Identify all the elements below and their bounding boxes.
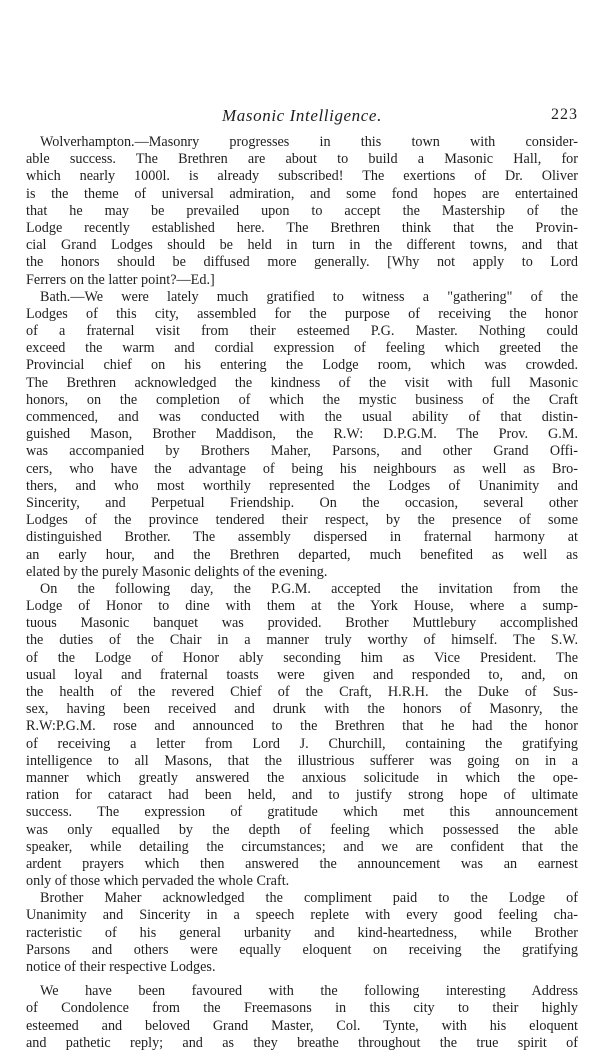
text-line: Lodges of the province tendered their respect, by the presence of some [26,512,578,529]
text-line: esteemed and beloved Grand Master, Col. Tynte, with his eloquent [26,1017,578,1034]
text-line: the health of the revered Chief of the Craft, H.R.H. the Duke of Sus- [26,684,578,700]
text-line: an early hour, and the Brethren departed, much benefited as well as [26,546,578,563]
text-line: intelligence to all Masons, that the illustrious sufferer was going on in a [26,752,578,769]
text-line: thers, and who most worthily represented the Lodges of Unanimity and [26,477,578,494]
text-line: Bath.—We were lately much gratified to witness a "gathering" of the [40,288,578,305]
text-line: of Condolence from the Freemasons in this city to their highly [26,1000,578,1017]
text-line: of receiving a letter from Lord J. Churchill, containing the gratifying [26,735,578,752]
text-line: was accompanied by Brothers Maher, Parsons, and other Grand Offi- [26,443,578,460]
text-line: and pathetic reply; and as they breathe throughout the true spirit of [26,1034,578,1051]
text-line: honors, on the completion of which the mystic business of the Craft [26,391,578,408]
paragraph [26,983,578,1052]
text-line: manner which greatly answered the anxious solicitude in which the ope- [26,769,578,786]
text-line: Provincial chief on his entering the Lodge room, which was crowded. [26,357,578,374]
text-line: exceed the warm and cordial expression of feeling which greeted the [26,340,578,357]
text-line: usual loyal and fraternal toasts were given and responded to, and, on [26,666,578,683]
text-line: distinguished Brother. The assembly dispersed in fraternal harmony at [26,529,578,546]
text-line: notice of their respective Lodges. [26,959,216,975]
text-line: Sincerity, and Perpetual Friendship. On the occasion, several other [26,494,578,511]
text-line: We have been favoured with the following interesting Address [40,983,578,1000]
text-line: R.W:P.G.M. rose and announced to the Brethren that he had the honor [26,718,578,735]
text-line: Wolverhampton.—Masonry progresses in this town with consider- [40,134,578,150]
document-page [26,106,578,1052]
text-line: of the Lodge of Honor ably seconding him as Vice President. The [26,649,578,666]
text-line: which nearly 1000l. is already subscribed! The exertions of Dr. Oliver [26,168,578,185]
text-line: Lodges of this city, assembled for the purpose of receiving the honor [26,305,578,322]
text-line: success. The expression of gratitude which met this announcement [26,804,578,821]
running-title: Masonic Intelligence. [222,106,382,125]
text-line: Lodge of Honor to dine with them at the York House, where a sump- [26,598,578,615]
text-line: guished Mason, Brother Maddison, the R.W: D.P.G.M. The Prov. G.M. [26,426,578,443]
running-head [26,106,578,132]
text-line: able success. The Brethren are about to build a Masonic Hall, for [26,151,578,168]
text-line: the honors should be diffused more generally. [Why not apply to Lord [26,254,578,271]
text-line: of a fraternal visit from their esteemed P.G. Master. Nothing could [26,323,578,340]
paragraph [26,289,578,581]
text-line: the duties of the Chair in a manner truly worthy of himself. The S.W. [26,632,578,649]
paragraph [26,581,578,890]
paragraph-gap [26,976,578,983]
text-line: Brother Maher acknowledged the compliment paid to the Lodge of [40,890,578,907]
body-text [26,134,578,1052]
text-line: that he may be prevailed upon to accept the Mastership of the [26,202,578,219]
text-line: ration for cataract had been held, and to justify strong hope of ultimate [26,787,578,804]
text-line: racteristic of his general urbanity and kind-heartedness, while Brother [26,924,578,941]
paragraph [26,890,578,976]
text-line: The Brethren acknowledged the kindness of the visit with full Masonic [26,374,578,391]
text-line: was only equalled by the depth of feeling which possessed the able [26,821,578,838]
text-line: tuous Masonic banquet was provided. Brother Muttlebury accomplished [26,615,578,632]
text-line: sex, having been received and drunk with the honors of Masonry, the [26,701,578,718]
text-line: only of those which pervaded the whole Craft. [26,873,290,890]
text-line: ardent prayers which then answered the announcement was an earnest [26,855,578,872]
text-line: is the theme of universal admiration, and some fond hopes are entertained [26,185,578,202]
text-line: commenced, and was conducted with the usual ability of that distin- [26,409,578,425]
text-line: Unanimity and Sincerity in a speech replete with every good feeling cha- [26,907,578,924]
text-line: Ferrers on the latter point?—Ed.] [26,271,215,288]
text-line: cial Grand Lodges should be held in turn in the different towns, and that [26,237,578,254]
text-line: speaker, while detailing the circumstances; and we are confident that the [26,838,578,855]
text-line: elated by the purely Masonic delights of the evening. [26,563,328,580]
text-line: Parsons and others were equally eloquent on receiving the gratifying [26,941,578,958]
text-line: On the following day, the P.G.M. accepted the invitation from the [40,580,578,597]
paragraph [26,134,578,289]
text-line: cers, who have the advantage of being his neighbours as well as Bro- [26,460,578,477]
page-number: 223 [551,106,578,123]
text-line: Lodge recently established here. The Brethren think that the Provin- [26,219,578,236]
